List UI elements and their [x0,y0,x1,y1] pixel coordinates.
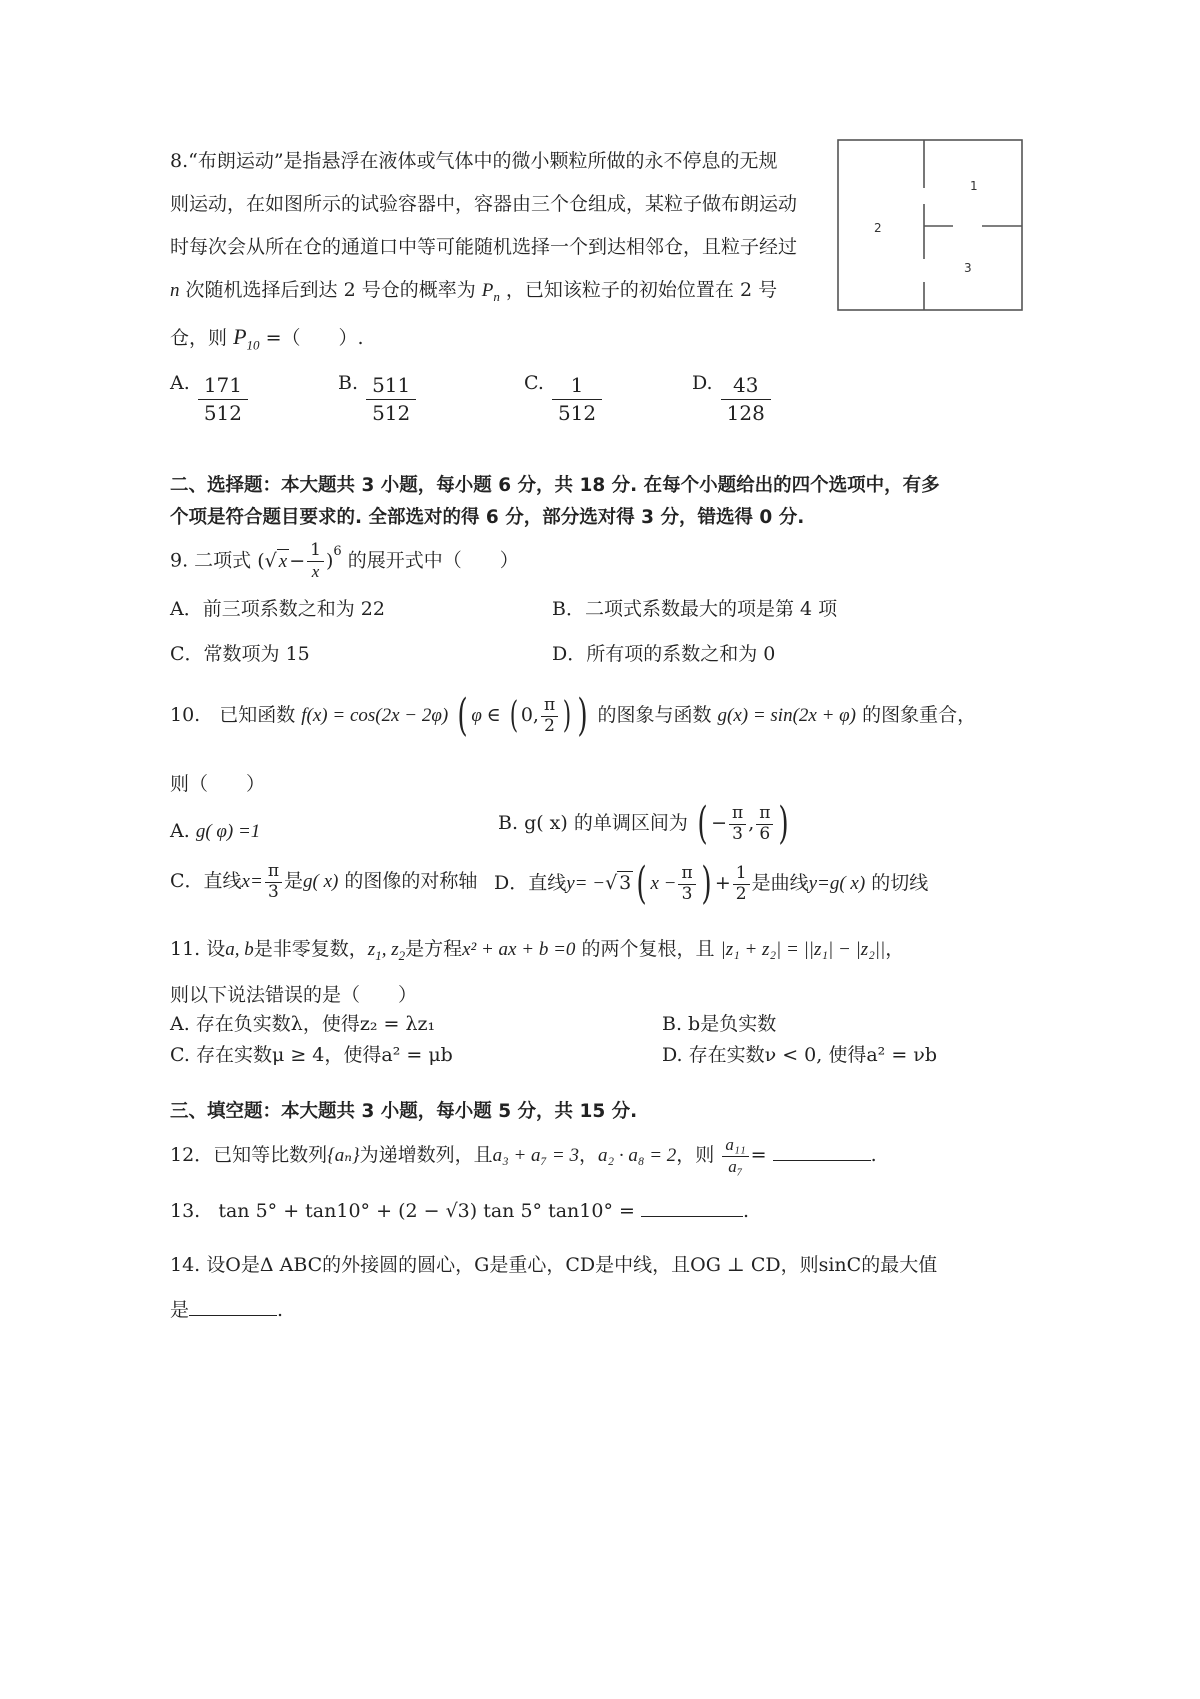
q10-middle: 的图象与函数 [597,704,712,726]
q8-line-5-text-a: 仓，则 [170,327,228,349]
q13-stem: 13. tan 5° + tan10° + (2 − √3) tan 5° tan10° = . [170,1200,750,1222]
fraction: $\frac{511}{512}$ [366,372,416,427]
q10-option-a[interactable] [170,820,260,843]
q14-line-1: 14. 设O是Δ ABC的外接圆的圆心，G是重心，CD是中线，且OG ⊥ CD，则sinC的最大值 [170,1254,938,1276]
q10-option-d[interactable]: D．直线y= −√ 3 ( x − $\frac{\pi}{3}$ ) + $\frac{1}{2}$ 是曲线y=g( x) 的切线 [494,858,929,909]
q9-option-b[interactable]: B．二项式系数最大的项是第 4 项 [552,598,838,620]
chamber-label-2: 2 [874,221,882,235]
fraction: $\frac{43}{128}$ [721,372,771,427]
chamber-label-3: 3 [964,261,972,275]
q9-option-a[interactable]: A．前三项系数之和为 22 [170,598,385,620]
q8-line-5 [170,323,364,353]
q8-line-5-text-b: =（ ）. [265,327,364,349]
q10-option-c[interactable]: C．直线x= $\frac{\pi}{3}$ 是g( x) 的图像的对称轴 [170,861,478,902]
q9-suffix: 的展开式中（ ） [347,549,519,572]
section-2-heading-line-1: 二、选择题：本大题共 3 小题，每小题 6 分，共 18 分. 在每个小题给出的四个选项中，有多 [170,475,940,496]
option-c-text-a: C．直线 [170,870,242,893]
option-label: B. [338,372,359,394]
q8-option-b[interactable] [338,372,418,427]
option-b-text: g( x) 的单调区间为 [524,812,688,834]
fraction: $\frac{171}{512}$ [198,372,248,427]
q8-option-a[interactable] [170,372,250,427]
q8-line-4-text-a: 次随机选择后到达 2 号仓的概率为 [185,279,476,301]
option-label: A. [170,820,190,842]
function-f: f(x) = cos(2x − 2φ) [301,705,449,726]
function-g: g(x) = sin(2x + φ) [717,705,857,726]
binomial-expression: (√ x − $\frac{1}{x}$ )$^6$ [257,540,342,581]
q8-line-2: 则运动，在如图所示的试验容器中，容器由三个仓组成，某粒子做布朗运动 [170,193,798,215]
q10-option-b[interactable]: B. g( x) 的单调区间为 ( − $\frac{\pi}{3}$ , $\frac{\pi}{6}$ ) [498,798,790,849]
q9-stem [170,541,519,582]
q8-option-d[interactable] [692,372,773,427]
q9-prefix: 9. 二项式 [170,549,252,572]
q11-option-d[interactable]: D. 存在实数ν < 0, 使得a² = νb [662,1044,938,1066]
section-2-heading-line-2: 个项是符合题目要求的. 全部选对的得 6 分，部分选对得 3 分，错选得 0 分. [170,507,805,528]
interval-start: 0, [520,704,539,726]
answer-blank[interactable] [189,1315,277,1316]
q8-option-c[interactable] [524,372,604,427]
q9-option-d[interactable]: D．所有项的系数之和为 0 [552,643,776,665]
container-diagram [836,138,1026,314]
fraction: $\frac{1}{512}$ [552,372,602,427]
q14-line-2: 是 . [170,1299,284,1321]
variable-P10: $P_{10}$ [233,324,260,353]
q8-line-3: 时每次会从所在仓的通道口中等可能随机选择一个到达相邻仓，且粒子经过 [170,236,798,258]
modulus-condition: |z₁ + z₂| = ||z₁| − |z₂|| [720,939,886,960]
q8-line-1: 8.“布朗运动”是指悬浮在液体或气体中的微小颗粒所做的永不停息的无规 [170,150,778,172]
answer-blank[interactable] [641,1216,743,1217]
variable-n: n [170,280,180,301]
q11-line-2: 则以下说法错误的是（ ） [170,984,418,1006]
variable-Pn: $P_n$ [481,280,500,304]
option-label: B. [498,812,519,834]
q10-prefix: 10. 已知函数 [170,704,296,726]
q11-option-c[interactable]: C. 存在实数μ ≥ 4，使得a² = μb [170,1044,453,1066]
option-label: A. [170,372,190,394]
q8-line-4-text-b: ，已知该粒子的初始位置在 2 号 [505,279,778,301]
option-label: C. [524,372,544,394]
q11-stem: 11. 设a, b是非零复数，$z_1$, $z_2$是方程x² + ax + b =0 的两个复根，且 |z₁ + z₂| = ||z₁| − |z₂||， [170,938,905,963]
section-3-heading: 三、填空题：本大题共 3 小题，每小题 5 分，共 15 分. [170,1101,638,1122]
option-c-text-c: 的图像的对称轴 [344,870,478,893]
q10-stem: 10. 已知函数 f(x) = cos(2x − 2φ) ( φ ∈ ( 0, $\frac{\pi}{2}$ ) ) 的图象与函数 g(x) = sin(2x + φ) 的图象重合， [170,690,977,741]
q10-line-2: 则（ ） [170,773,266,795]
q9-option-c[interactable]: C．常数项为 15 [170,643,310,665]
option-d-text-c: 的切线 [871,872,929,894]
option-a-expression: g( φ) =1 [195,821,261,842]
option-label: D. [692,372,713,394]
answer-blank[interactable] [773,1160,871,1161]
q12-stem: 12．已知等比数列{aₙ}为递增数列，且a₃ + a₇ = 3，a₂ · a₈ = 2，则 $\frac{\text{a₁₁}}{\text{a₇}}$ = . [170,1135,877,1176]
phi-condition: φ ∈ [471,705,501,726]
option-d-text-a: D．直线 [494,872,567,894]
q8-line-4 [170,275,777,305]
q10-suffix: 的图象重合， [862,704,977,726]
chamber-label-1: 1 [970,179,978,193]
q11-option-a[interactable]: A. 存在负实数λ，使得z₂ = λz₁ [170,1013,436,1035]
q11-option-b[interactable]: B. b是负实数 [662,1013,777,1035]
